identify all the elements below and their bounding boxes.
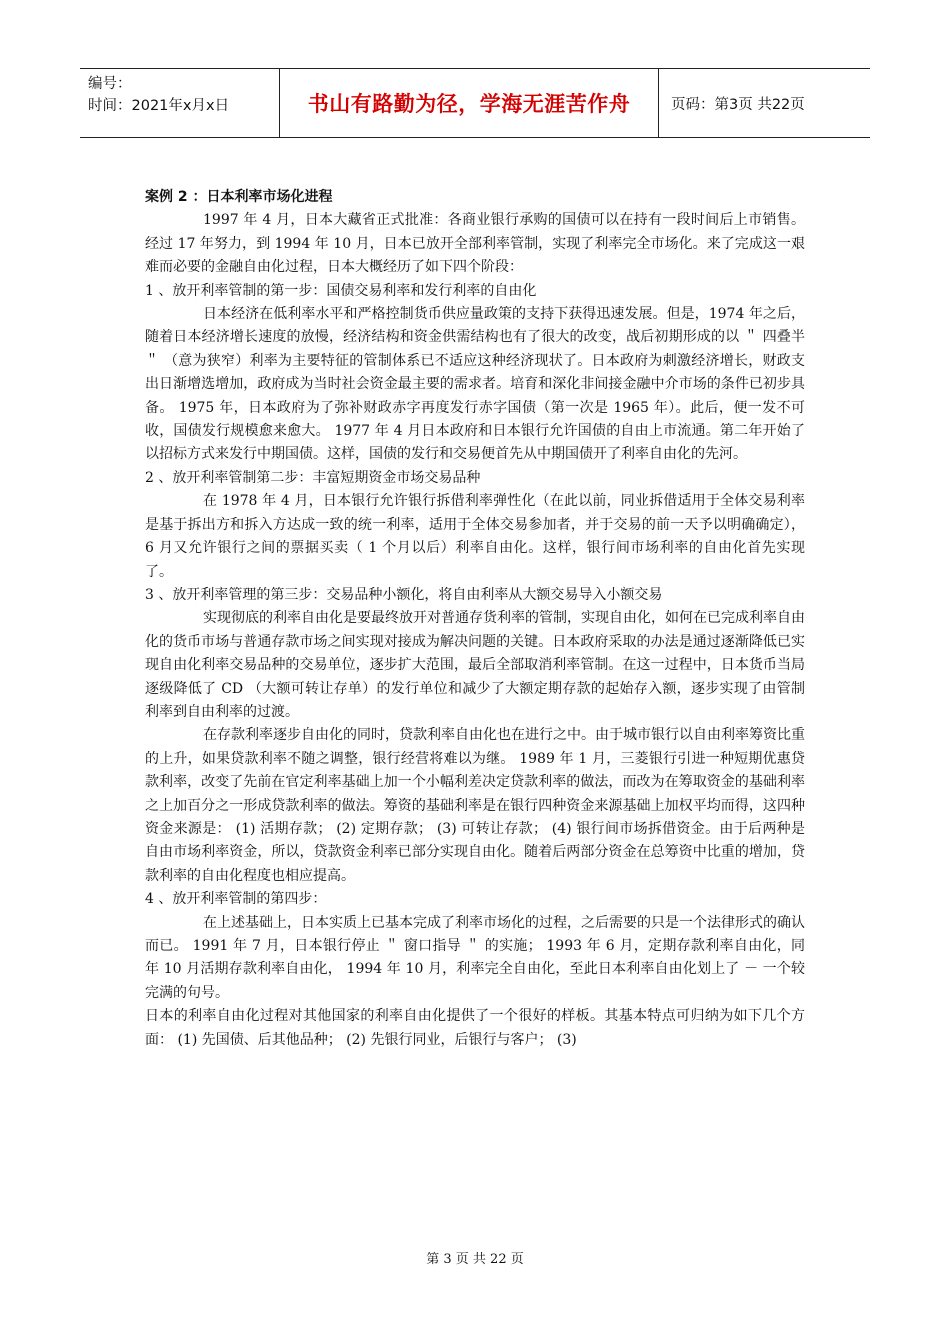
paragraph-step-1: 日本经济在低利率水平和严格控制货币供应量政策的支持下获得迅速发展。但是，1974 年之后，随着日本经济增长速度的放慢，经济结构和资金供需结构也有了很大的改变，战后初期形成的以 ＂ 四叠半 ＂ （意为狭窄）利率为主要特征的管制体系已不适应这种经济现状了。日本政府为刺激经济增长，财政支出日渐增选增加，政府成为当时社会资金最主要的需求者。培育和深化非间接金融中介市场的条件已初步具备。 1975 年，日本政府为了弥补财政赤字再度发行赤字国债（第一次是 1965 年）。此后，便一发不可收，国债发行规模愈来愈大。 1977 年 4 月日本政府和日本银行允许国债的自由上市流通。第二年开始了以招标方式来发行中期国债。这样，国债的发行和交易便首先从中期国债开了利率自由化的先河。: [145, 306, 805, 463]
paragraph-summary: 日本的利率自由化过程对其他国家的利率自由化提供了一个很好的样板。其基本特点可归纳为如下几个方面： (1) 先国债、后其他品种； (2) 先银行同业，后银行与客户； (3): [145, 1008, 805, 1048]
step-heading-2: 2 、放开利率管制第二步：丰富短期资金市场交易品种: [145, 469, 481, 486]
paragraph-step-2: 在 1978 年 4 月，日本银行允许银行拆借利率弹性化（在此以前，同业拆借适用于全体交易利率是基于拆出方和拆入方达成一致的统一利率，适用于全体交易参加者，并于交易的前一天予以明确确定）， 6 月又允许银行之间的票据买卖（ 1 个月以后）利率自由化。这样，银行间市场利率的自由化首先实现了。: [145, 493, 805, 580]
page-info: 页码：第3页 共22页: [671, 96, 805, 113]
paragraph-step-4: 在上述基础上，日本实质上已基本完成了利率市场化的过程，之后需要的只是一个法律形式的确认而已。 1991 年 7 月，日本银行停止 ＂ 窗口指导 ＂ 的实施； 1993 年 6 月，定期存款利率自由化，同年 10 月活期存款利率自由化， 1994 年 10 月，利率完全自由化，至此日本利率自由化划上了 － 一个较完满的句号。: [145, 914, 805, 1001]
header-page-cell: [659, 69, 870, 137]
motto: 书山有路勤为径，学海无涯苦作舟: [307, 92, 631, 116]
page-footer: 第 3 页 共 22 页: [426, 1252, 524, 1267]
number-label: 编号：: [88, 76, 132, 92]
page-header: [80, 68, 870, 138]
header-meta: [80, 69, 280, 137]
time-label: 时间：2021年x月x日: [88, 98, 230, 114]
document-body: [145, 186, 805, 1052]
paragraph-step-3b: 在存款利率逐步自由化的同时，贷款利率自由化也在进行之中。由于城市银行以自由利率筹资比重的上升，如果贷款利率不随之调整，银行经营将难以为继。 1989 年 1 月，三菱银行引进一种短期优惠贷款利率，改变了先前在官定利率基础上加一个小幅利差决定贷款利率的做法，而改为在筹取资金的基础利率之上加百分之一形成贷款利率的做法。筹资的基础利率是在银行四种资金来源基础上加权平均而得，这四种资金来源是： (1) 活期存款； (2) 定期存款； (3) 可转让存款； (4) 银行间市场拆借资金。由于后两种是自由市场利率资金，所以，贷款资金利率已部分实现自由化。随着后两部分资金在总筹资中比重的增加，贷款利率的自由化程度也相应提高。: [145, 727, 805, 884]
case-title: 案例 2 ：日本利率市场化进程: [145, 189, 333, 205]
step-heading-3: 3 、放开利率管理的第三步：交易品种小额化，将自由利率从大额交易导入小额交易: [145, 586, 663, 603]
step-heading-1: 1 、放开利率管制的第一步：国债交易利率和发行利率的自由化: [145, 282, 537, 299]
paragraph-step-3a: 实现彻底的利率自由化是要最终放开对普通存货利率的管制，实现自由化，如何在已完成利率自由化的货币市场与普通存款市场之间实现对接成为解决问题的关键。日本政府采取的办法是通过逐渐降低已实现自由化利率交易品种的交易单位，逐步扩大范围，最后全部取消利率管制。在这一过程中，日本货币当局逐级降低了 CD （大额可转让存单）的发行单位和减少了大额定期存款的起始存入额，逐步实现了由管制利率到自由利率的过渡。: [145, 610, 805, 720]
header-motto-cell: [280, 69, 659, 137]
step-heading-4: 4 、放开利率管制的第四步：: [145, 891, 327, 908]
paragraph-intro: 1997 年 4 月，日本大藏省正式批准：各商业银行承购的国债可以在持有一段时间后上市销售。经过 17 年努力，到 1994 年 10 月，日本已放开全部利率管制，实现了利率完全市场化。来了完成这一艰难而必要的金融自由化过程，日本大概经历了如下四个阶段：: [145, 212, 805, 276]
